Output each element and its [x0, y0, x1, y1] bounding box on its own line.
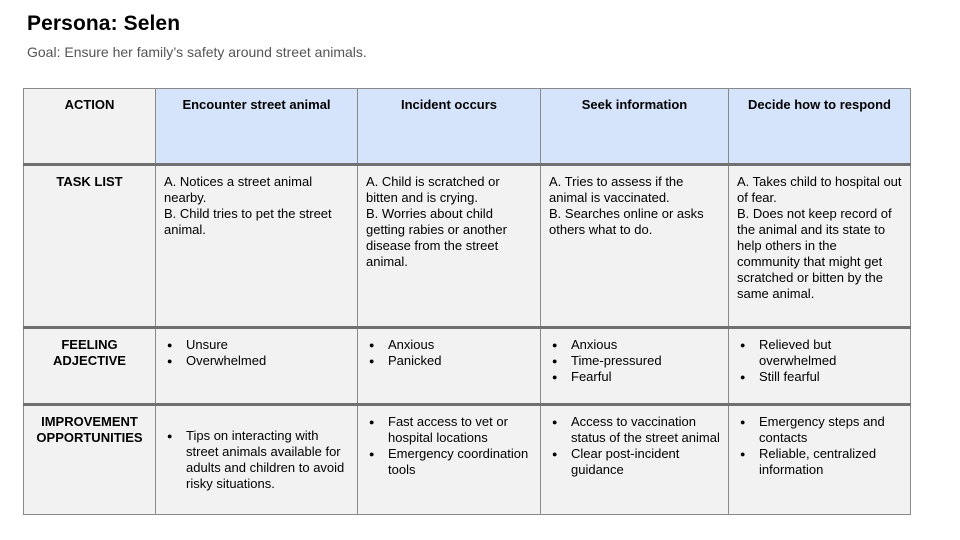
improvement-cell	[156, 405, 358, 515]
improvement-list	[164, 428, 349, 492]
row-label-line: FEELING	[61, 337, 118, 352]
task-text: A. Tries to assess if the animal is vaccinated.	[549, 174, 684, 205]
list-item: ● Panicked	[366, 353, 532, 369]
row-label-improvement	[24, 405, 156, 515]
list-item: ● Fearful	[549, 369, 720, 385]
list-item: ● Tips on interacting with street animals available for adults and children to avoid risky situations.	[164, 428, 349, 492]
action-row	[24, 89, 911, 165]
improvement-list	[549, 414, 720, 478]
improvement-cell	[358, 405, 541, 515]
journey-map-table	[23, 88, 911, 515]
phase-header: Encounter street animal	[156, 89, 358, 165]
feeling-cell	[156, 328, 358, 405]
improvement-row	[24, 405, 911, 515]
task-text: A. Notices a street animal nearby.	[164, 174, 313, 205]
feeling-list	[737, 337, 902, 385]
task-cell	[156, 165, 358, 328]
list-item: ● Relieved but overwhelmed	[737, 337, 902, 369]
task-text: B. Worries about child getting rabies or another disease from the street animal.	[366, 206, 507, 269]
persona-goal: Goal: Ensure her family’s safety around street animals.	[27, 44, 367, 60]
row-label-line: OPPORTUNITIES	[36, 430, 143, 445]
list-item: ● Clear post-incident guidance	[549, 446, 720, 478]
task-cell	[358, 165, 541, 328]
list-item: ● Time-pressured	[549, 353, 720, 369]
task-cell	[729, 165, 911, 328]
row-label-task-list: TASK LIST	[24, 165, 156, 328]
feeling-list	[164, 337, 349, 369]
feeling-list	[549, 337, 720, 385]
list-item: ● Emergency coordination tools	[366, 446, 532, 478]
task-cell	[541, 165, 729, 328]
phase-header: Seek information	[541, 89, 729, 165]
phase-header: Incident occurs	[358, 89, 541, 165]
task-text: A. Takes child to hospital out of fear.	[737, 174, 902, 205]
list-item: ● Overwhelmed	[164, 353, 349, 369]
list-item: ● Still fearful	[737, 369, 902, 385]
feeling-cell	[729, 328, 911, 405]
list-item: ● Unsure	[164, 337, 349, 353]
feeling-row	[24, 328, 911, 405]
feeling-cell	[358, 328, 541, 405]
improvement-list	[366, 414, 532, 478]
task-list-row	[24, 165, 911, 328]
improvement-cell	[541, 405, 729, 515]
list-item: ● Fast access to vet or hospital locations	[366, 414, 532, 446]
persona-title: Persona: Selen	[27, 12, 181, 35]
list-item: ● Access to vaccination status of the street animal	[549, 414, 720, 446]
task-text: B. Child tries to pet the street animal.	[164, 206, 332, 237]
row-label-feeling	[24, 328, 156, 405]
feeling-cell	[541, 328, 729, 405]
improvement-cell	[729, 405, 911, 515]
task-text: B. Searches online or asks others what to do.	[549, 206, 704, 237]
task-text: A. Child is scratched or bitten and is crying.	[366, 174, 500, 205]
feeling-list	[366, 337, 532, 369]
improvement-list	[737, 414, 902, 478]
task-text: B. Does not keep record of the animal and its state to help others in the community that might get scratched or bitten by the same animal.	[737, 206, 892, 301]
phase-header: Decide how to respond	[729, 89, 911, 165]
list-item: ● Emergency steps and contacts	[737, 414, 902, 446]
list-item: ● Anxious	[549, 337, 720, 353]
row-label-line: ADJECTIVE	[53, 353, 126, 368]
row-label-line: IMPROVEMENT	[41, 414, 138, 429]
list-item: ● Anxious	[366, 337, 532, 353]
row-label-action: ACTION	[24, 89, 156, 165]
list-item: ● Reliable, centralized information	[737, 446, 902, 478]
